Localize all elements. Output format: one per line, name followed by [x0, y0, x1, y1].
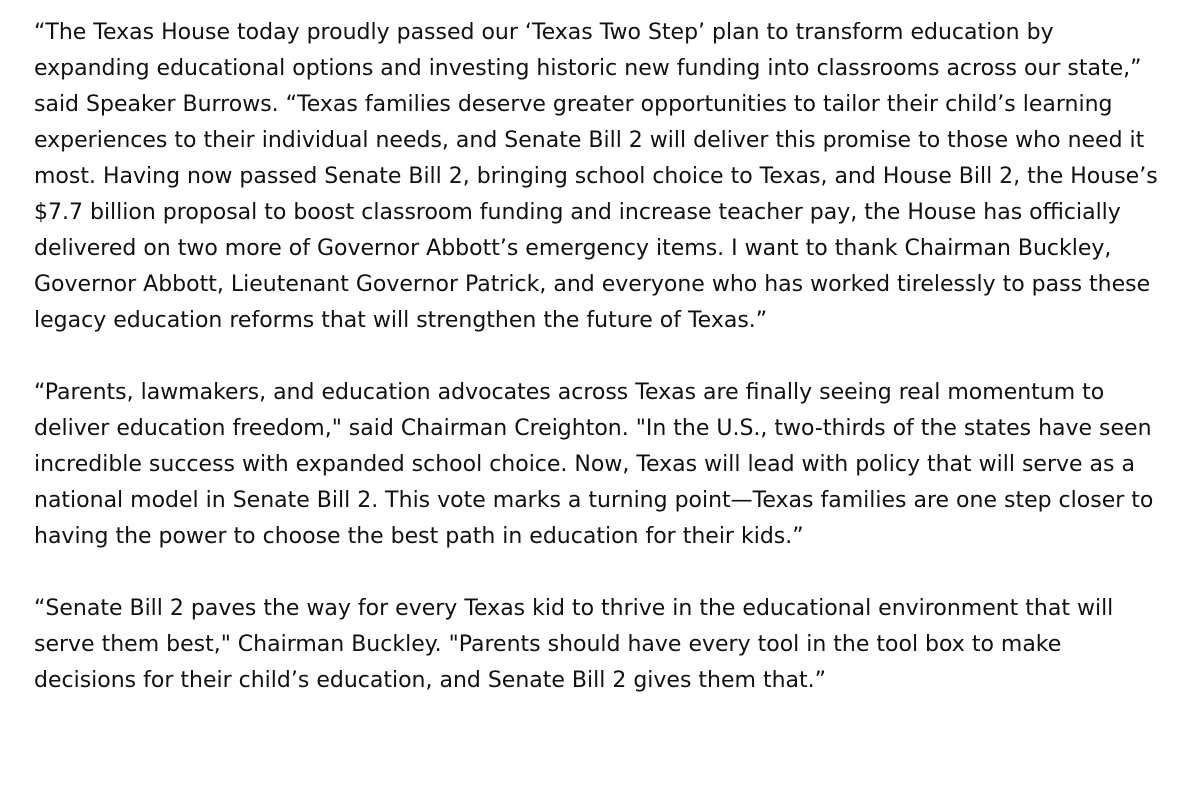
quote-paragraph-buckley: “Senate Bill 2 paves the way for every Texas kid to thrive in the educational environment that will serve them best," Chairman Buckley. "Parents should have every tool in the tool box to make decisions for their child’s education, and Senate Bill 2 gives them that.”: [34, 596, 1114, 693]
quote-paragraph-burrows: “The Texas House today proudly passed our ‘Texas Two Step’ plan to transform education by expanding educational options and investing historic new funding into classrooms across our state,” said Speaker Burrows. “Texas families deserve greater opportunities to tailor their child’s learning experiences to their individual needs, and Senate Bill 2 will deliver this promise to those who need it most. Having now passed Senate Bill 2, bringing school choice to Texas, and House Bill 2, the House’s $7.7 billion proposal to boost classroom funding and increase teacher pay, the House has officially delivered on two more of Governor Abbott’s emergency items. I want to thank Chairman Buckley, Governor Abbott, Lieutenant Governor Patrick, and everyone who has worked tirelessly to pass these legacy education reforms that will strengthen the future of Texas.”: [34, 20, 1158, 333]
quote-paragraph-creighton: “Parents, lawmakers, and education advocates across Texas are finally seeing real momentum to deliver education freedom," said Chairman Creighton. "In the U.S., two-thirds of the states have seen incredible success with expanded school choice. Now, Texas will lead with policy that will serve as a national model in Senate Bill 2. This vote marks a turning point—Texas families are one step closer to having the power to choose the best path in education for their kids.”: [34, 380, 1154, 549]
article-body: [34, 15, 1164, 699]
